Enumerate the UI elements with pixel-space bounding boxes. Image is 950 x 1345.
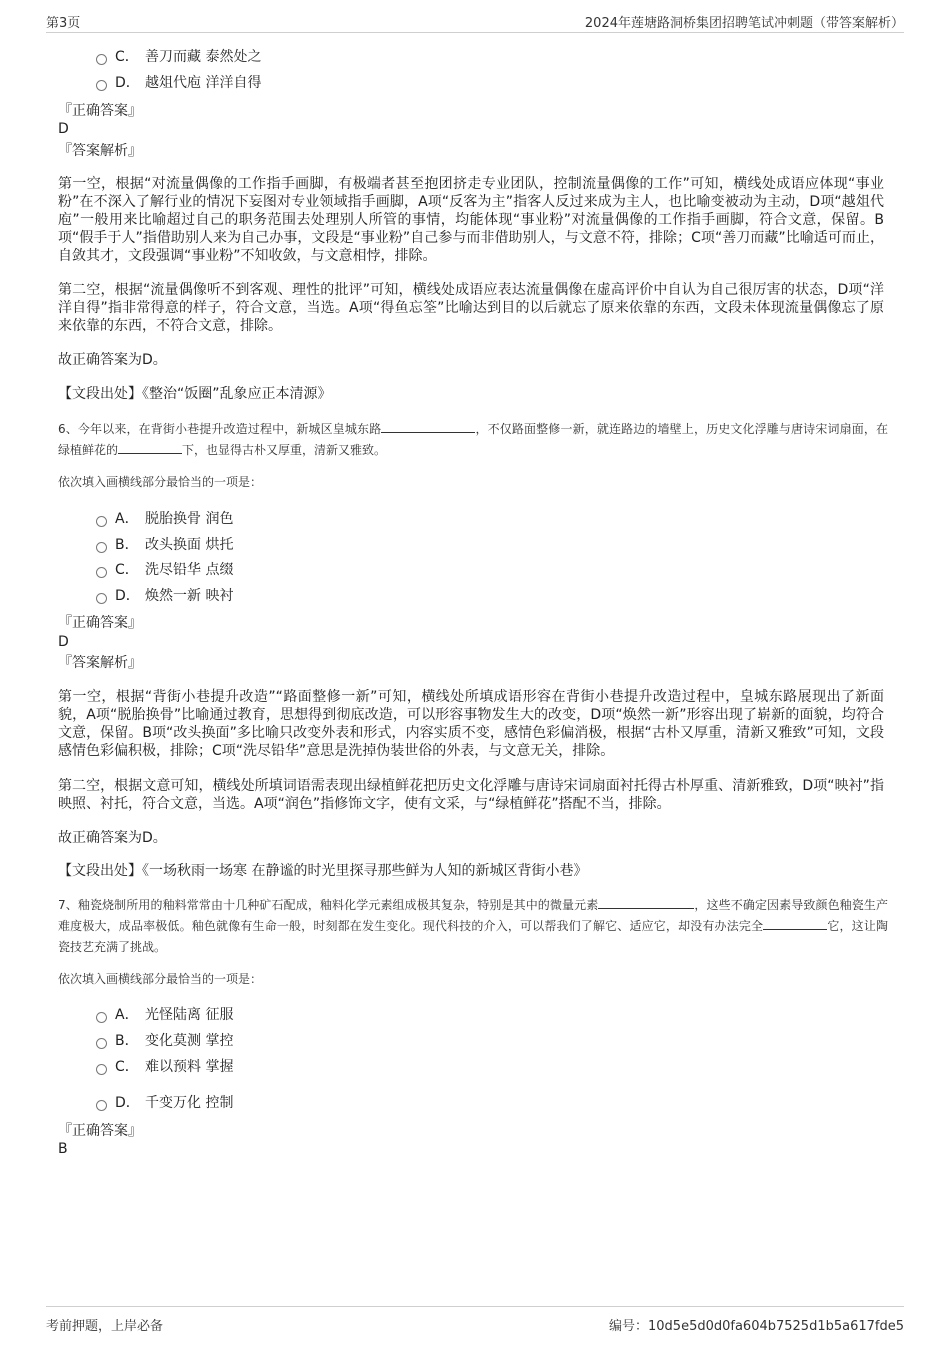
q7-correct-answer: B <box>58 1141 68 1157</box>
radio-icon[interactable] <box>96 567 107 578</box>
q6-correct-answer: D <box>58 634 69 650</box>
page-footer <box>46 1306 904 1337</box>
page-header <box>46 8 904 33</box>
option-text: 洗尽铅华 点缀 <box>145 562 234 578</box>
q6-analysis-paragraph-2: 第二空，根据文意可知，横线处所填词语需表现出绿植鲜花把历史文化浮雕与唐诗宋词扇面衬托得古朴厚重、清新雅致，D项“映衬”指映照、衬托，符合文意，当选。A项“润色”指修饰文字，使有文采，与“绿植鲜花”搭配不当，排除。 <box>58 778 884 812</box>
document-title: 2024年莲塘路洞桥集团招聘笔试冲刺题（带答案解析） <box>584 16 904 31</box>
q7-option-b[interactable]: B． 变化莫测 掌控 <box>96 1032 233 1050</box>
radio-icon[interactable] <box>96 542 107 553</box>
q6-stem: 6、今年以来，在背街小巷提升改造过程中，新城区皇城东路 ，不仅路面整修一新，就连路边的墙壁上，历史文化浮雕与唐诗宋词扇面，在绿植鲜花的 下，也显得古朴又厚重，清新又雅致。 <box>58 419 888 461</box>
radio-icon[interactable] <box>96 54 107 65</box>
q5-conclusion: 故正确答案为D。 <box>58 352 167 368</box>
q7-option-d[interactable]: D． 千变万化 控制 <box>96 1094 233 1112</box>
blank-1 <box>381 419 475 433</box>
page-number: 第3页 <box>46 16 81 31</box>
blank-1 <box>598 895 694 909</box>
option-text: 千变万化 控制 <box>145 1095 234 1111</box>
option-text: 变化莫测 掌控 <box>145 1033 234 1049</box>
footer-slogan: 考前押题，上岸必备 <box>46 1319 164 1334</box>
radio-icon[interactable] <box>96 1064 107 1075</box>
q6-correct-answer-label: 『正确答案』 <box>58 615 142 631</box>
q6-source: 【文段出处】《一场秋雨一场寒 在静谧的时光里探寻那些鲜为人知的新城区背街小巷》 <box>58 863 588 879</box>
radio-icon[interactable] <box>96 80 107 91</box>
radio-icon[interactable] <box>96 1038 107 1049</box>
option-text: 善刀而藏 泰然处之 <box>145 49 262 65</box>
q5-analysis-label: 『答案解析』 <box>58 143 142 159</box>
q7-stem: 7、釉瓷烧制所用的釉料常常由十几种矿石配成，釉料化学元素组成极其复杂，特别是其中的微量元素 ，这些不确定因素导致颜色釉瓷生产难度极大，成品率极低。釉色就像有生命一般，时刻都在发生变化。现代科技的介入，可以帮我们了解它、适应它，却没有办法完全 它，这让陶瓷技艺充满了挑战。 <box>58 895 888 958</box>
q7-correct-answer-label: 『正确答案』 <box>58 1123 142 1139</box>
option-text: 焕然一新 映衬 <box>145 588 234 604</box>
q5-option-d[interactable]: D． 越俎代庖 洋洋自得 <box>96 74 261 92</box>
q5-correct-answer: D <box>58 121 69 137</box>
q7-prompt: 依次填入画横线部分最恰当的一项是： <box>58 972 263 986</box>
blank-2 <box>118 440 182 454</box>
option-text: 越俎代庖 洋洋自得 <box>145 75 262 91</box>
q6-option-c[interactable]: C． 洗尽铅华 点缀 <box>96 561 233 579</box>
q7-option-a[interactable]: A． 光怪陆离 征服 <box>96 1006 233 1024</box>
q6-prompt: 依次填入画横线部分最恰当的一项是： <box>58 475 263 489</box>
q6-option-a[interactable]: A． 脱胎换骨 润色 <box>96 510 233 528</box>
radio-icon[interactable] <box>96 516 107 527</box>
radio-icon[interactable] <box>96 1100 107 1111</box>
radio-icon[interactable] <box>96 1012 107 1023</box>
option-text: 脱胎换骨 润色 <box>145 511 234 527</box>
q5-analysis-paragraph-2: 第二空，根据“流量偶像听不到客观、理性的批评”可知，横线处成语应表达流量偶像在虚高评价中自认为自己很厉害的状态，D项“洋洋自得”指非常得意的样子，符合文意，当选。A项“得鱼忘筌”比喻达到目的以后就忘了原来依靠的东西，文段未体现流量偶像忘了原来依靠的东西，不符合文意，排除。 <box>58 282 884 334</box>
q6-analysis-label: 『答案解析』 <box>58 655 142 671</box>
option-text: 难以预料 掌握 <box>145 1059 234 1075</box>
option-text: 改头换面 烘托 <box>145 537 234 553</box>
document-serial: 编号：10d5e5d0d0fa604b7525d1b5a617fde5 <box>609 1319 904 1334</box>
q5-analysis-paragraph-1: 第一空，根据“对流量偶像的工作指手画脚，有极端者甚至抱团挤走专业团队，控制流量偶像的工作”可知，横线处成语应体现“事业粉”在不深入了解行业的情况下妄图对专业领域指手画脚，A项“反客为主”指客人反过来成为主人，也比喻变被动为主动，D项“越俎代庖”一般用来比喻超过自己的职务范围去处理别人所管的事情，均能体现“事业粉”对流量偶像的工作指手画脚，符合文意，保留。B项“假手于人”指借助别人来为自己办事，文段是“事业粉”自己参与而非借助别人，与文意不符，排除；C项“善刀而藏”比喻适可而止，自敛其才，文段强调“事业粉”不知收敛，与文意相悖，排除。 <box>58 176 884 264</box>
blank-2 <box>763 916 827 930</box>
q6-analysis-paragraph-1: 第一空，根据“背街小巷提升改造”“路面整修一新”可知，横线处所填成语形容在背街小巷提升改造过程中，皇城东路展现出了新面貌，A项“脱胎换骨”比喻通过教育，思想得到彻底改造，可以形容事物发生大的改变，D项“焕然一新”形容出现了崭新的面貌，均符合文意，保留。B项“改头换面”多比喻只改变外表和形式，内容实质不变，感情色彩偏消极，根据“古朴又厚重，清新又雅致”可知，文段感情色彩偏积极，排除；C项“洗尽铅华”意思是洗掉伪装世俗的外表，与文意无关，排除。 <box>58 689 884 759</box>
q5-correct-answer-label: 『正确答案』 <box>58 103 142 119</box>
option-text: 光怪陆离 征服 <box>145 1007 234 1023</box>
q6-option-b[interactable]: B． 改头换面 烘托 <box>96 536 233 554</box>
q7-option-c[interactable]: C． 难以预料 掌握 <box>96 1058 233 1076</box>
q5-option-c[interactable]: C． 善刀而藏 泰然处之 <box>96 48 261 66</box>
q5-source: 【文段出处】《整治“饭圈”乱象应正本清源》 <box>58 386 332 402</box>
q6-option-d[interactable]: D． 焕然一新 映衬 <box>96 587 233 605</box>
radio-icon[interactable] <box>96 593 107 604</box>
q6-conclusion: 故正确答案为D。 <box>58 830 167 846</box>
